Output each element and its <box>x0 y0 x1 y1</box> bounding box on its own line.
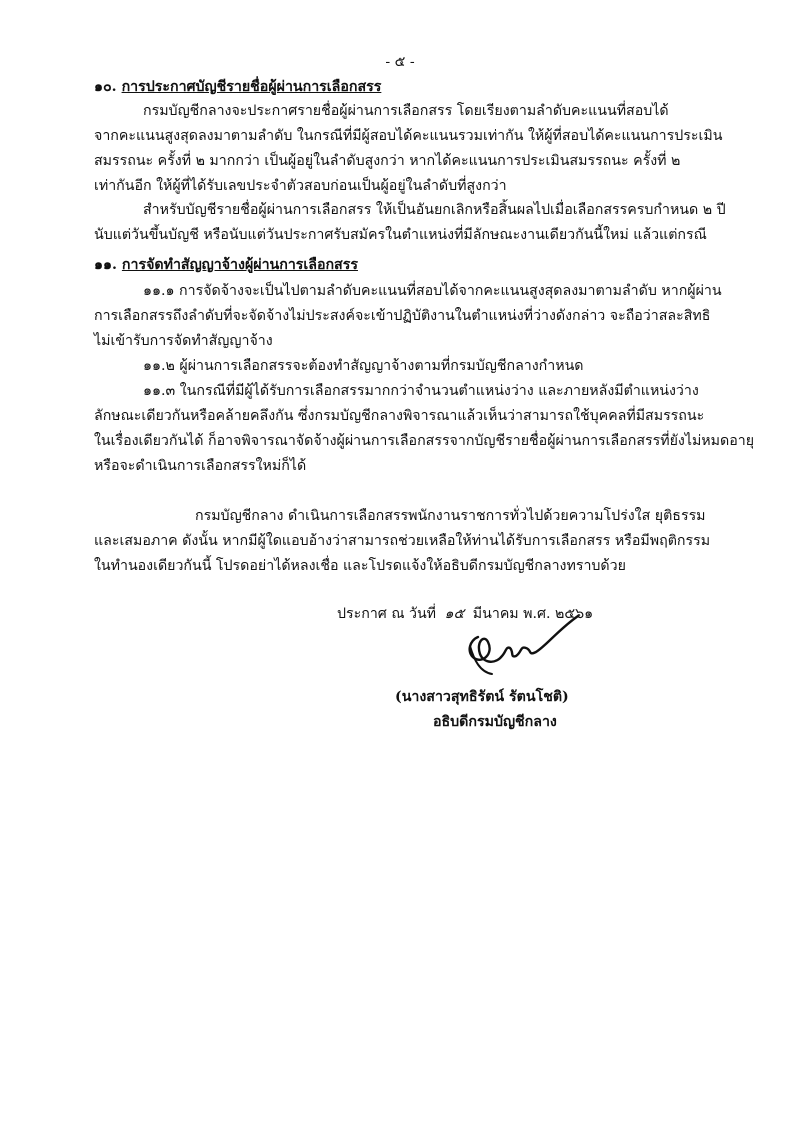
section-10-line: จากคะแนนสูงสุดลงมาตามลำดับ ในกรณีที่มีผู้สอบได้คะแนนรวมเท่ากัน ให้ผู้ที่สอบได้คะแนนการประเมิน <box>94 128 723 144</box>
announce-month-year: มีนาคม พ.ศ. ๒๕๖๑ <box>472 606 594 622</box>
section-11-item3-line: ในเรื่องเดียวกันได้ ก็อาจพิจารณาจัดจ้างผู้ผ่านการเลือกสรรจากบัญชีรายชื่อผู้ผ่านการเลือกสรรที่ยังไม่หมดอายุ <box>94 433 755 449</box>
section-10-number: ๑๐. <box>94 79 117 95</box>
section-11-item3-line: ลักษณะเดียวกันหรือคล้ายคลึงกัน ซึ่งกรมบัญชีกลางพิจารณาแล้วเห็นว่าสามารถใช้บุคคลที่มีสมรรถนะ <box>94 408 705 424</box>
signer-title: อธิบดีกรมบัญชีกลาง <box>433 714 557 730</box>
section-11-number: ๑๑. <box>94 257 117 273</box>
section-10-heading <box>94 77 381 97</box>
section-10-line: สมรรถนะ ครั้งที่ ๒ มากกว่า เป็นผู้อยู่ในลำดับสูงกว่า หากได้คะแนนการประเมินสมรรถนะ ครั้งที่ ๒ <box>94 153 681 169</box>
signer-name: (นางสาวสุทธิรัตน์ รัตนโชติ) <box>395 689 569 705</box>
announce-day: ๑๕ <box>444 606 465 622</box>
section-11-item1-line: ไม่เข้ารับการจัดทำสัญญาจ้าง <box>94 333 273 349</box>
section-11-heading <box>94 255 358 275</box>
section-10-title: การประกาศบัญชีรายชื่อผู้ผ่านการเลือกสรร <box>121 79 382 95</box>
closing-line: กรมบัญชีกลาง ดำเนินการเลือกสรรพนักงานราชการทั่วไปด้วยความโปร่งใส ยุติธรรม <box>195 508 706 524</box>
section-10-line: เท่ากันอีก ให้ผู้ที่ได้รับเลขประจำตัวสอบก่อนเป็นผู้อยู่ในลำดับที่สูงกว่า <box>94 178 507 194</box>
section-11-item1-line: ๑๑.๑ การจัดจ้างจะเป็นไปตามลำดับคะแนนที่สอบได้จากคะแนนสูงสุดลงมาตามลำดับ หากผู้ผ่าน <box>143 283 722 299</box>
closing-line: และเสมอภาค ดังนั้น หากมีผู้ใดแอบอ้างว่าสามารถช่วยเหลือให้ท่านได้รับการเลือกสรร หรือมีพฤติกรรม <box>94 533 711 549</box>
section-10-para2-line: นับแต่วันขึ้นบัญชี หรือนับแต่วันประกาศรับสมัครในตำแหน่งที่มีลักษณะงานเดียวกันนี้ใหม่ แล้วแต่กรณี <box>94 227 707 243</box>
section-11-item3-line: ๑๑.๓ ในกรณีที่มีผู้ได้รับการเลือกสรรมากกว่าจำนวนตำแหน่งว่าง และภายหลังมีตำแหน่งว่าง <box>143 383 699 399</box>
section-10-para2-line: สำหรับบัญชีรายชื่อผู้ผ่านการเลือกสรร ให้เป็นอันยกเลิกหรือสิ้นผลไปเมื่อเลือกสรรครบกำหนด ๒ ปี <box>143 202 726 218</box>
section-11-item2-line: ๑๑.๒ ผู้ผ่านการเลือกสรรจะต้องทำสัญญาจ้างตามที่กรมบัญชีกลางกำหนด <box>143 358 584 374</box>
section-11-title: การจัดทำสัญญาจ้างผู้ผ่านการเลือกสรร <box>121 257 358 273</box>
section-11-item3-line: หรือจะดำเนินการเลือกสรรใหม่ก็ได้ <box>94 458 307 474</box>
section-10-line: กรมบัญชีกลางจะประกาศรายชื่อผู้ผ่านการเลือกสรร โดยเรียงตามลำดับคะแนนที่สอบได้ <box>143 103 669 119</box>
closing-line: ในทำนองเดียวกันนี้ โปรดอย่าได้หลงเชื่อ และโปรดแจ้งให้อธิบดีกรมบัญชีกลางทราบด้วย <box>94 558 626 574</box>
announce-prefix: ประกาศ ณ วันที่ <box>337 606 437 622</box>
section-11-item1-line: การเลือกสรรถึงลำดับที่จะจัดจ้างไม่ประสงค์จะเข้าปฏิบัติงานในตำแหน่งที่ว่างดังกล่าว จะถือว่าสละสิทธิ <box>94 308 711 324</box>
signature-image <box>440 602 590 682</box>
page-number: - ๕ - <box>385 54 415 70</box>
